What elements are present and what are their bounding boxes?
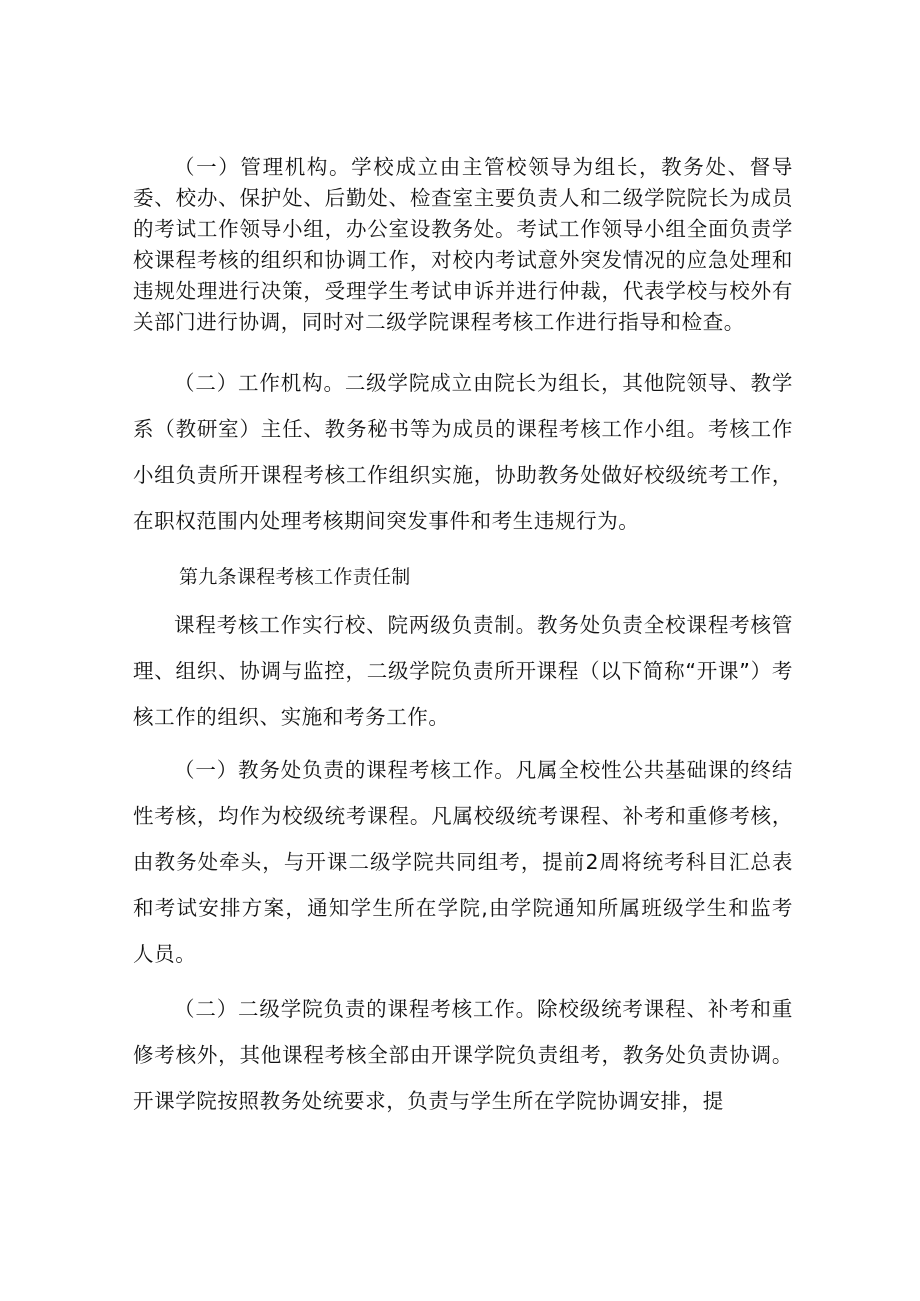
article-nine-heading: 第九条课程考核工作责任制: [179, 566, 411, 588]
paragraph-college-duty: （二）二级学院负责的课程考核工作。除校级统考课程、补考和重修考核外，其他课程考核全部由开课学院负责组考，教务处负责协调。开课学院按照教务处统要求，负责与学生所在学院协调安排，提: [133, 997, 793, 1113]
paragraph-academic-affairs-duty: （一）教务处负责的课程考核工作。凡属全校性公共基础课的终结性考核，均作为校级统考课程。凡属校级统考课程、补考和重修考核，由教务处牵头，与开课二级学院共同组考，提前2周将统考科目汇总表和考试安排方案，通知学生所在学院,由学院通知所属班级学生和监考人员。: [133, 758, 793, 966]
paragraph-management-body: （一）管理机构。学校成立由主管校领导为组长，教务处、督导委、校办、保护处、后勤处、检查室主要负责人和二级学院院长为成员的考试工作领导小组，办公室设教务处。考试工作领导小组全面负责学校课程考核的组织和协调工作，对校内考试意外突发情况的应急处理和违规处理进行决策，受理学生考试申诉并进行仲裁，代表学校与校外有关部门进行协调，同时对二级学院课程考核工作进行指导和检查。: [133, 155, 793, 334]
paragraph-responsibility-system: 课程考核工作实行校、院两级负责制。教务处负责全校课程考核管理、组织、协调与监控，二级学院负责所开课程（以下简称“开课”）考核工作的组织、实施和考务工作。: [133, 613, 793, 729]
paragraph-working-body: （二）工作机构。二级学院成立由院长为组长，其他院领导、教学系（教研室）主任、教务秘书等为成员的课程考核工作小组。考核工作小组负责所开课程考核工作组织实施，协助教务处做好校级统考工作，在职权范围内处理考核期间突发事件和考生违规行为。: [133, 371, 793, 533]
